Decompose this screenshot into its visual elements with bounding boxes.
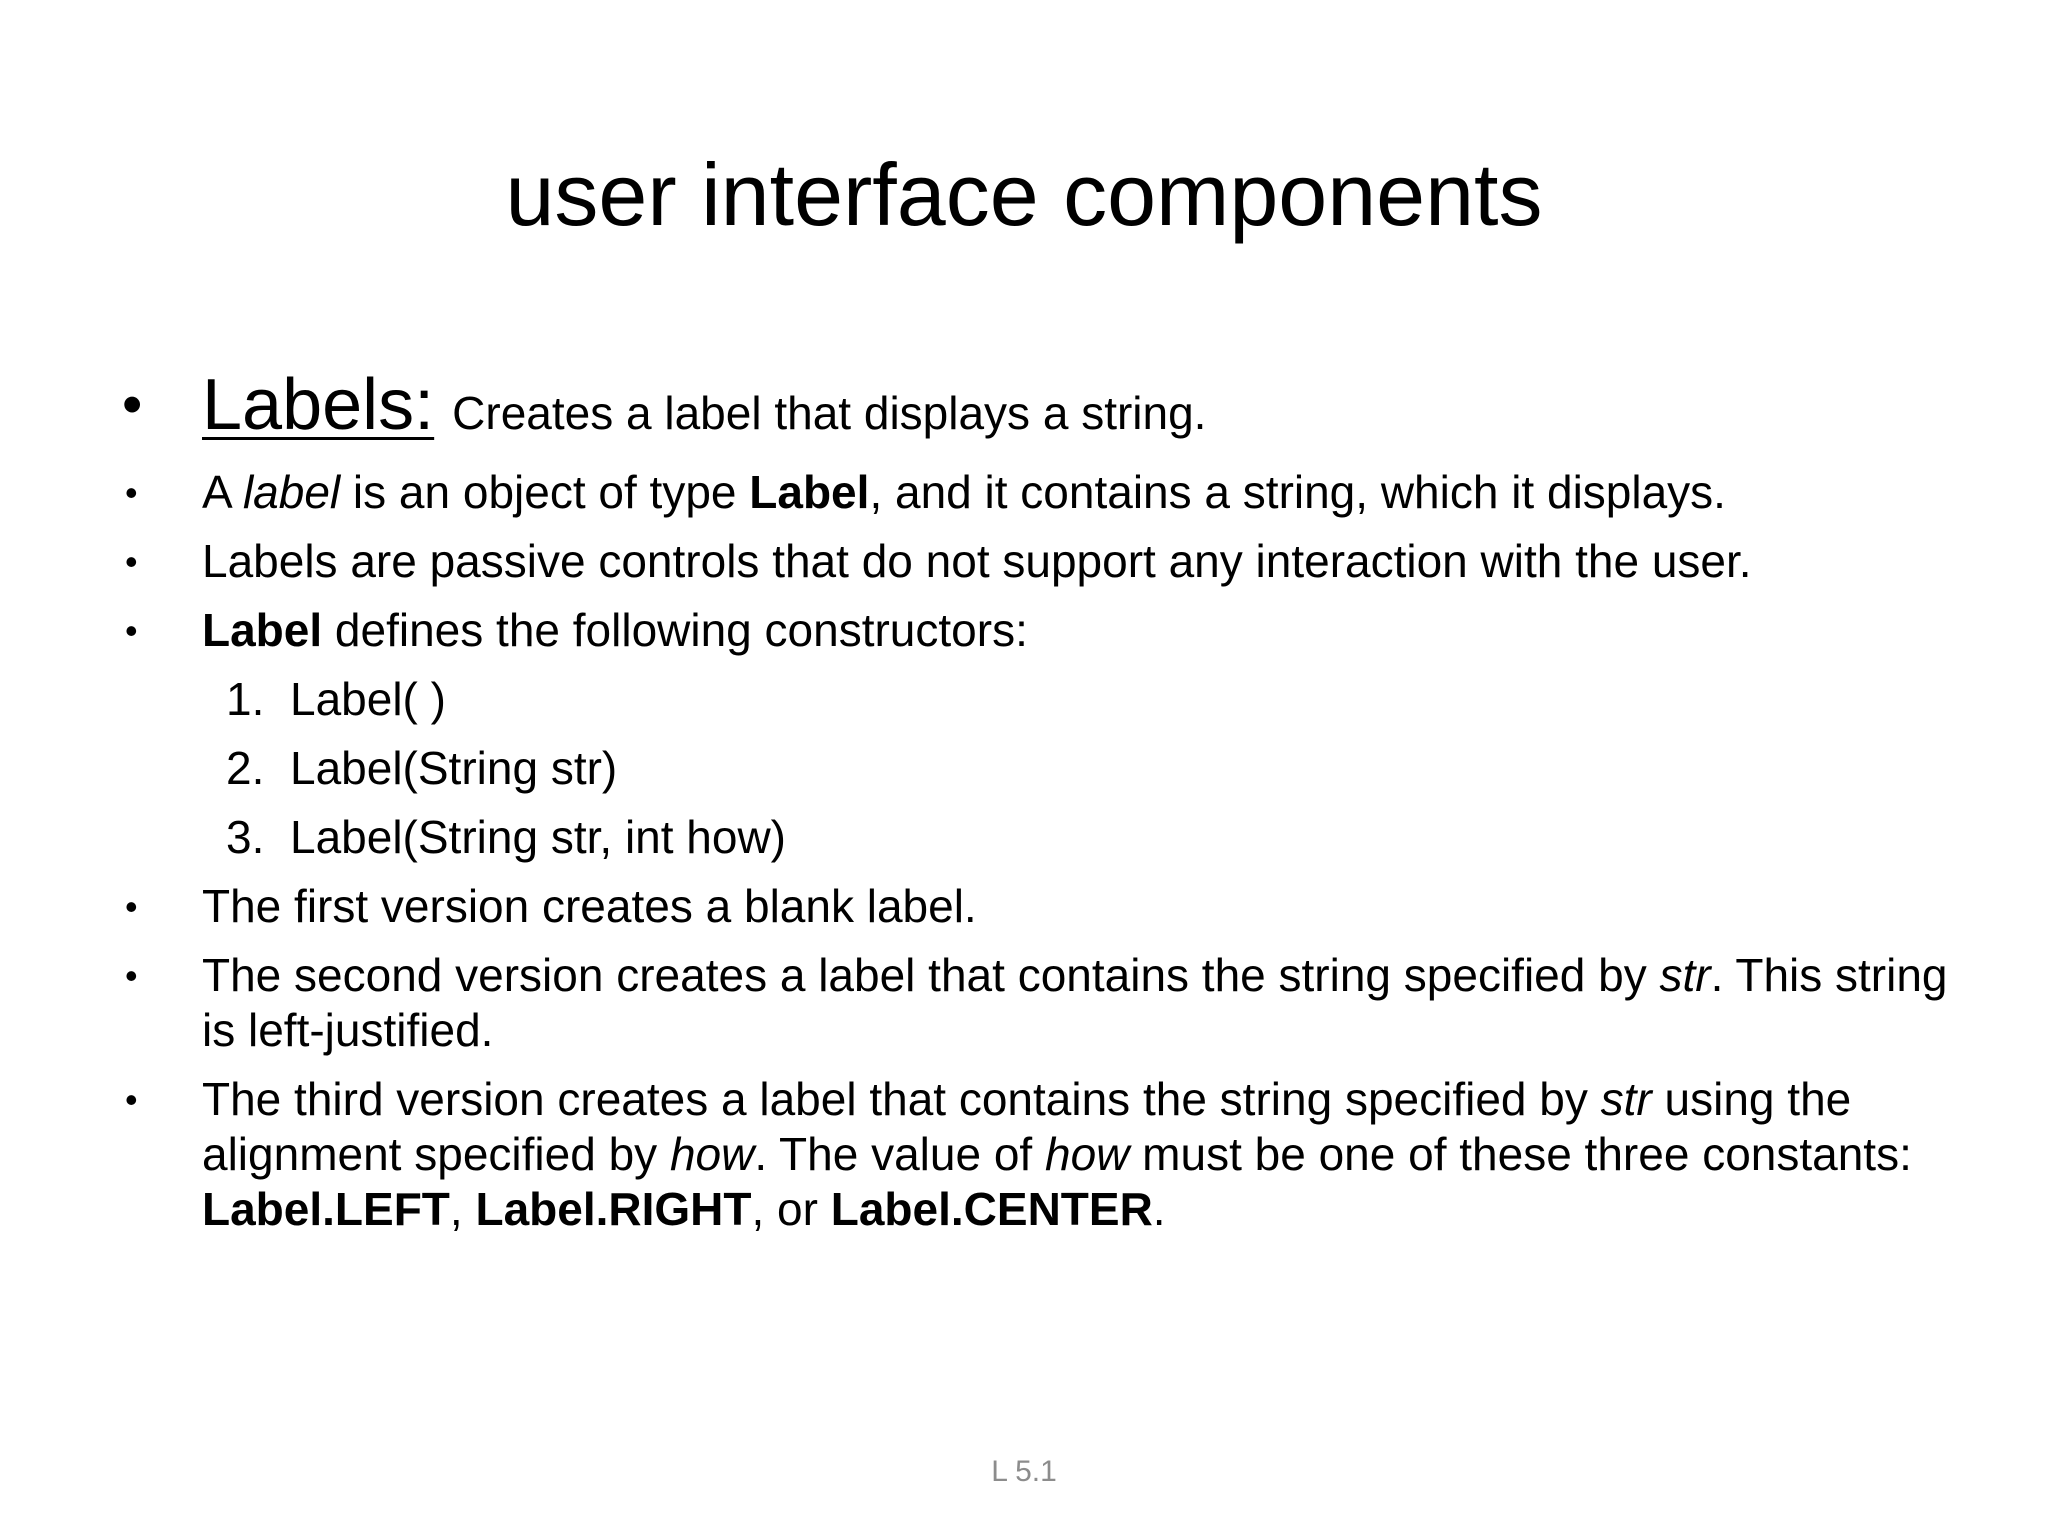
text-run: ,: [449, 1183, 476, 1235]
text-run: must be one of these three constants:: [1129, 1128, 1912, 1180]
constructor-item: [120, 810, 1950, 865]
text-run: . The value of: [754, 1128, 1045, 1180]
labels-intro-text: Creates a label that displays a string.: [452, 387, 1207, 439]
text-run: The second version creates a label that contains the string specified by: [202, 949, 1660, 1001]
text-run-italic: str: [1600, 1073, 1652, 1125]
bullet-passive-controls: [120, 534, 1950, 589]
labels-heading: Labels:: [202, 365, 435, 445]
text-run: . This string is left-justified.: [202, 949, 1948, 1056]
text-run: Labels are passive controls that do not support any interaction with the user.: [202, 535, 1752, 587]
bullet-dot: •: [125, 541, 138, 582]
constructor-signature: Label(String str, int how): [290, 811, 787, 863]
text-run: is an object of type: [340, 466, 750, 518]
text-run: defines the following constructors:: [322, 604, 1028, 656]
text-run-italic: how: [1045, 1128, 1130, 1180]
text-run: , and it contains a string, which it displays.: [869, 466, 1726, 518]
text-run: A: [202, 466, 243, 518]
text-run: using the alignment specified by: [202, 1073, 1852, 1180]
bullet-labels-intro: [120, 365, 1950, 453]
bullet-dot: •: [125, 886, 138, 927]
bullet-dot: •: [125, 472, 138, 513]
text-run-bold: Label: [749, 466, 870, 518]
bullet-dot: •: [125, 955, 138, 996]
bullet-dot: •: [125, 610, 138, 651]
constant-label-center: Label.CENTER: [830, 1183, 1153, 1235]
bullet-first-version: [120, 879, 1950, 934]
bullet-dot: •: [122, 372, 143, 437]
constructor-signature: Label( ): [290, 673, 446, 725]
bullet-dot: •: [125, 1079, 138, 1120]
slide-body: [120, 365, 1950, 1251]
constructor-signature: Label(String str): [290, 742, 618, 794]
text-run: The first version creates a blank label.: [202, 880, 977, 932]
constant-label-right: Label.RIGHT: [475, 1183, 752, 1235]
text-run-bold: Label: [202, 604, 323, 656]
bullet-third-version: [120, 1072, 1950, 1237]
text-run: , or: [751, 1183, 831, 1235]
slide-number: L 5.1: [991, 1455, 1057, 1488]
bullet-second-version: [120, 948, 1950, 1058]
constructor-item: [120, 672, 1950, 727]
list-number: 2.: [226, 742, 265, 794]
list-number: 3.: [226, 811, 265, 863]
list-number: 1.: [226, 673, 265, 725]
bullet-constructors: [120, 603, 1950, 658]
text-run-italic: how: [669, 1128, 755, 1180]
constant-label-left: Label.LEFT: [202, 1183, 450, 1235]
text-run-italic: label: [242, 466, 341, 518]
text-run: The third version creates a label that contains the string specified by: [202, 1073, 1601, 1125]
constructor-item: [120, 741, 1950, 796]
bullet-label-definition: [120, 465, 1950, 520]
text-run-italic: str: [1659, 949, 1711, 1001]
text-run: .: [1152, 1183, 1166, 1235]
slide-title: user interface components: [505, 145, 1543, 244]
